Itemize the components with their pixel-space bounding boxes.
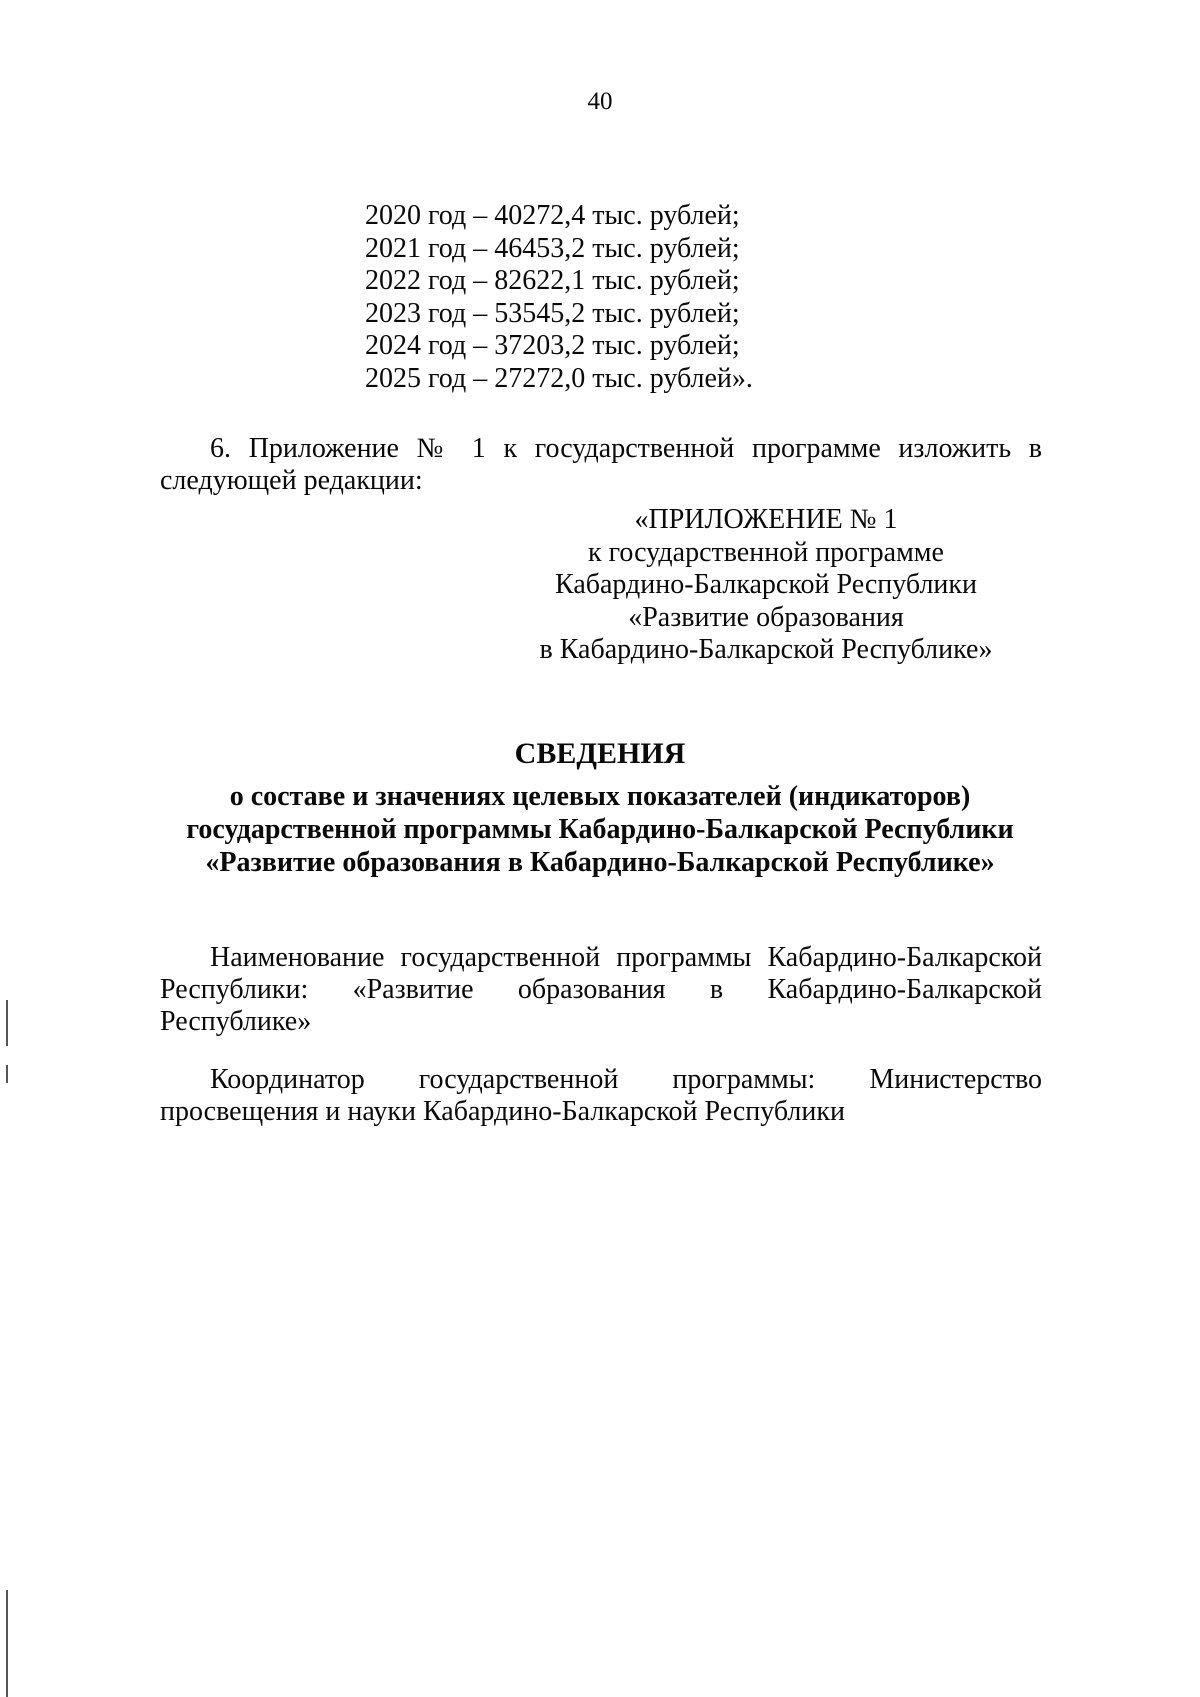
subtitle-line: о составе и значениях целевых показателей (индикаторов) xyxy=(229,781,971,812)
scan-edge-mark xyxy=(6,1065,8,1083)
document-subtitle xyxy=(120,780,1080,879)
amendment-paragraph-6: 6. Приложение № 1 к государственной программе изложить в следующей редакции: xyxy=(160,433,1042,496)
annex-header-line: Кабардино-Балкарской Республики xyxy=(555,569,977,600)
scan-edge-mark xyxy=(6,1590,8,1697)
funding-line-2020: 2020 год – 40272,4 тыс. рублей; xyxy=(365,200,740,231)
annex-header xyxy=(520,504,1012,667)
program-coordinator-paragraph: Координатор государственной программы: Министерство просвещения и науки Кабардино-Балкарской Республики xyxy=(160,1064,1042,1127)
program-name-paragraph: Наименование государственной программы Кабардино-Балкарской Республики: «Развитие образования в Кабардино-Балкарской Республике» xyxy=(160,942,1042,1037)
annex-header-line: «ПРИЛОЖЕНИЕ № 1 xyxy=(634,504,898,535)
funding-line-2022: 2022 год – 82622,1 тыс. рублей; xyxy=(365,265,740,296)
funding-line-2025: 2025 год – 27272,0 тыс. рублей». xyxy=(365,362,753,394)
annex-header-line: в Кабардино-Балкарской Республике» xyxy=(539,634,993,665)
document-title: СВЕДЕНИЯ xyxy=(514,737,686,770)
annex-header-line: к государственной программе xyxy=(588,536,944,568)
annex-header-line: «Развитие образования xyxy=(628,601,904,633)
funding-line-2024: 2024 год – 37203,2 тыс. рублей; xyxy=(365,330,740,361)
subtitle-line: государственной программы Кабардино-Балкарской Республики xyxy=(186,814,1014,845)
funding-line-2023: 2023 год – 53545,2 тыс. рублей; xyxy=(365,297,740,329)
page-number: 40 xyxy=(587,88,613,115)
subtitle-line: «Развитие образования в Кабардино-Балкарской Республике» xyxy=(205,847,995,878)
scan-edge-mark xyxy=(6,1000,8,1046)
funding-by-year-list xyxy=(365,200,865,395)
funding-line-2021: 2021 год – 46453,2 тыс. рублей; xyxy=(365,232,740,264)
